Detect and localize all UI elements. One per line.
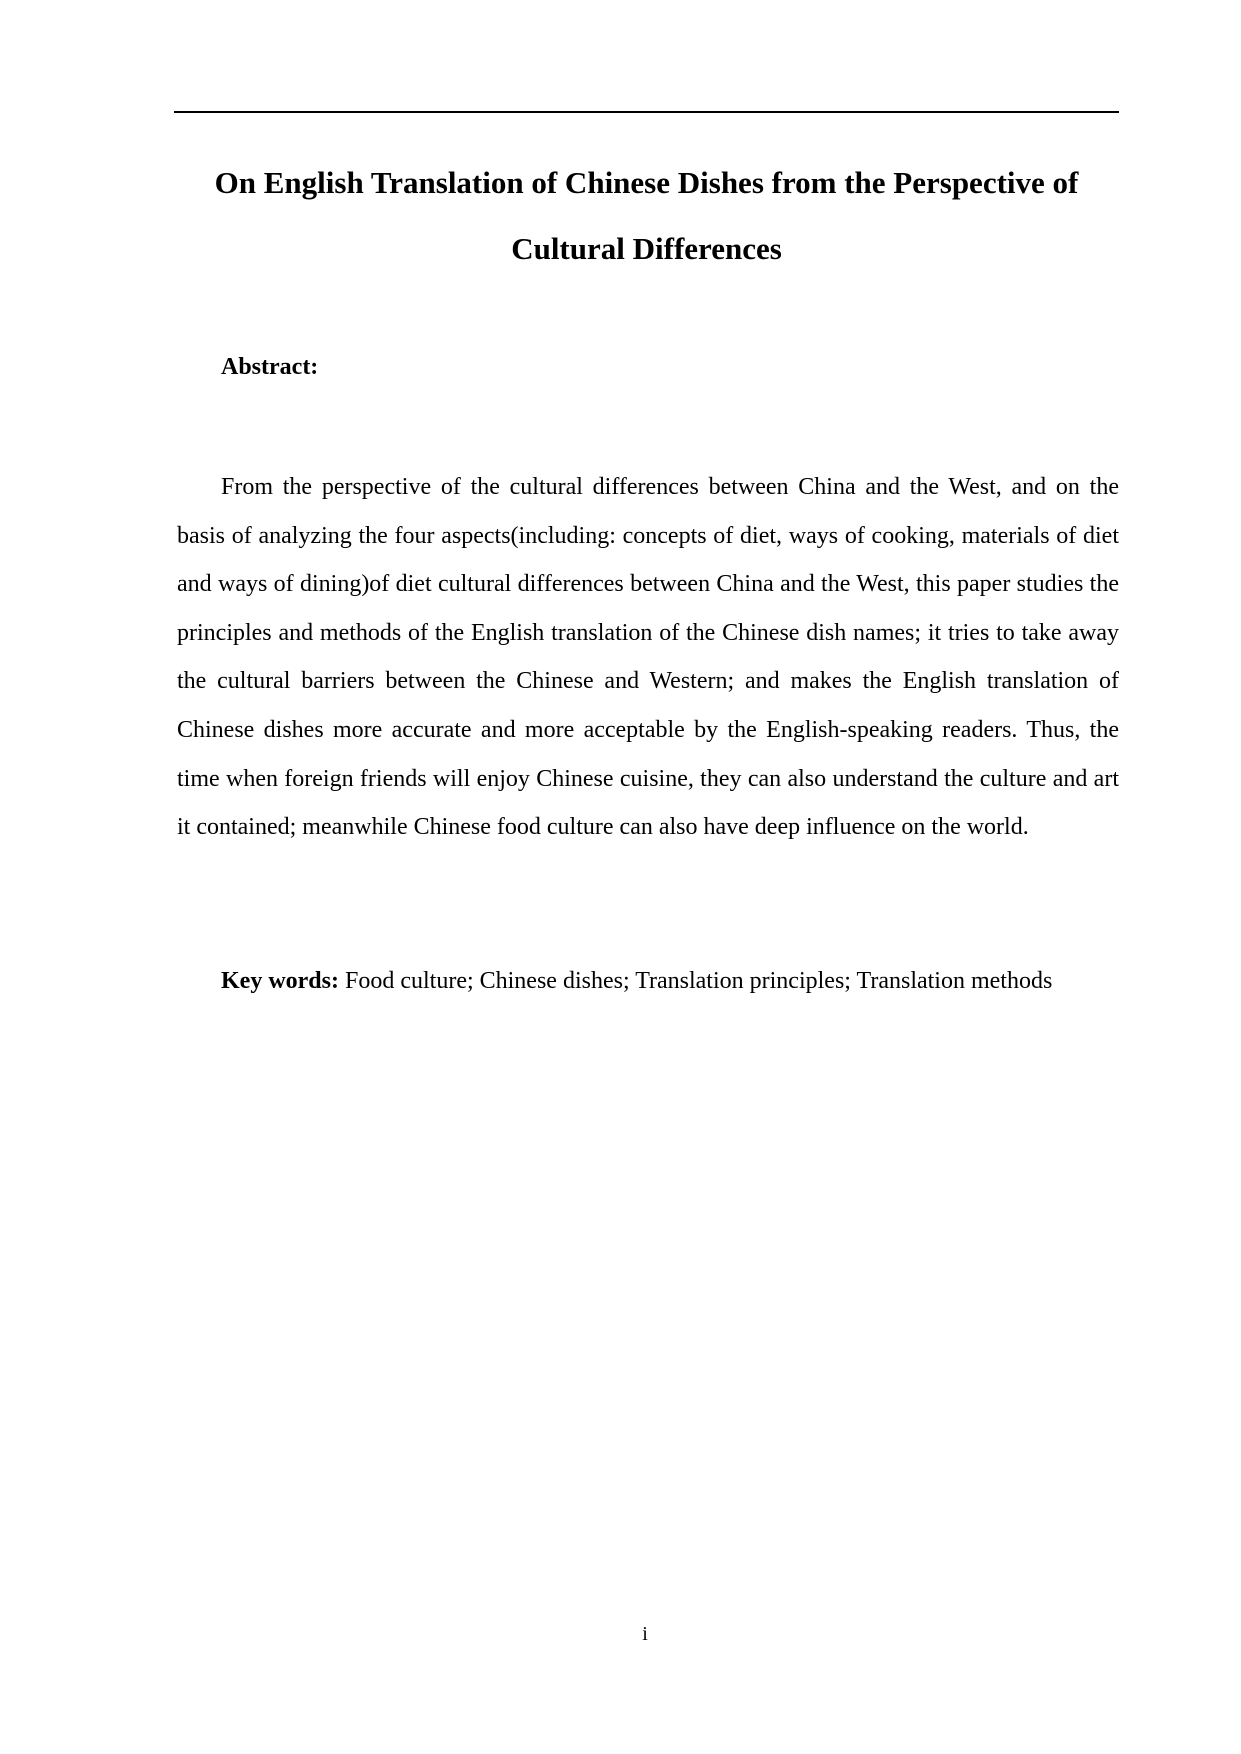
paper-title: On English Translation of Chinese Dishes from the Perspective of Cultural Differences <box>214 165 1079 266</box>
header-rule <box>174 111 1119 113</box>
keywords-line <box>221 966 1121 996</box>
keywords-text: Food culture; Chinese dishes; Translation principles; Translation methods <box>338 968 1053 994</box>
abstract-heading: Abstract: <box>221 354 319 380</box>
page-number: i <box>642 1623 648 1645</box>
keywords-label: Key words: <box>221 968 339 994</box>
abstract-body: From the perspective of the cultural differences between China and the West, and on the basis of analyzing the four aspects(including: concepts of diet, ways of cooking, materials of diet and ways of dining)of diet cultural differences between China and the West, this paper studies the principles and methods of the English translation of the Chinese dish names; it tries to take away the cultural barriers between the Chinese and Western; and makes the English translation of Chinese dishes more accurate and more acceptable by the English-speaking readers. Thus, the time when foreign friends will enjoy Chinese cuisine, they can also understand the culture and art it contained; meanwhile Chinese food culture can also have deep influence on the world. <box>177 474 1119 841</box>
